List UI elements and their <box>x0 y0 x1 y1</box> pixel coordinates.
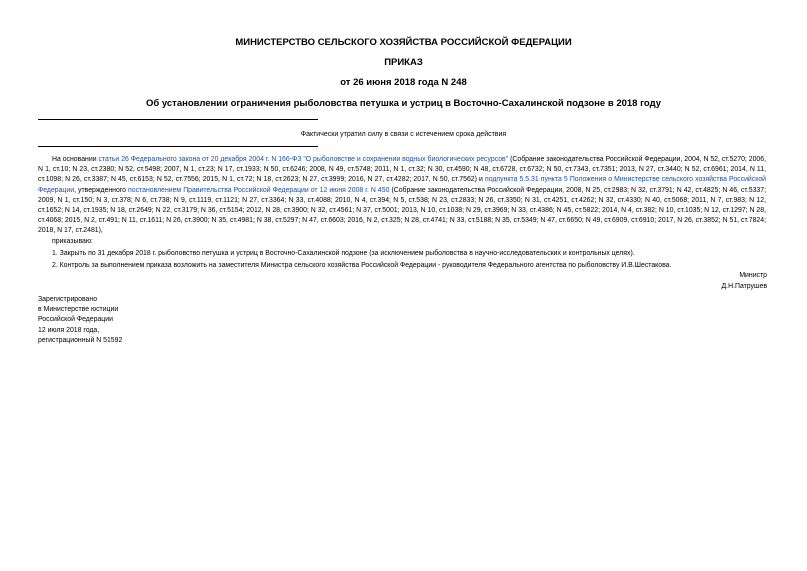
order-item-2: 2. Контроль за выполнением приказа возложить на заместителя Министра сельского хозяйства Российской Федерации - руководителя Федерального агентства по рыболовству И.В.Шестакова. <box>52 262 672 270</box>
registration-line: 12 июля 2018 года, <box>38 326 100 334</box>
registration-block <box>38 295 122 346</box>
registration-line: Российской Федерации <box>38 316 113 324</box>
document-title: Об установлении ограничения рыболовства петушка и устриц в Восточно-Сахалинской подзоне в 2018 году <box>145 98 662 109</box>
divider-bottom <box>38 146 318 147</box>
preamble-citation-2: (Собрание законодательства Российской Федерации, 2008, N 25, ст.2983; N 32, ст.3791; N 42, ст.4825; N 46, ст.5337; 2009, N 1, ст.150; N 3, ст.378; N 6, ст.738; N 9, ст.1119, ст.1121; N 27, ст.3364; N 33, ст.4088; 2010, N 4, ст.394; N 5, ст.538; N 23, ст.2833; N 26, ст.3350; N 31, ст.4251, ст.4262; N 32, ст.4330; N 40, ст.5068; 2011, N 7, ст.983; N 12, ст.1652; N 14, ст.1935; N 18, ст.2649; N 22, ст.3179; N 36, ст.5154; 2012, N 28, ст.3900; N 32, ст.4561; N 37, ст.5001; 2013, N 10, ст.1038; N 29, ст.3969; N 33, ст.4386; N 45, ст.5822; 2014, N 4, ст.382; N 10, ст.1035; N 12, ст.1297; N 28, ст.4068; 2015, N 2, ст.491; N 11, ст.1611; N 26, ст.3900; N 35, ст.4981; N 38, ст.5297; N 47, ст.6603; 2016, N 2, ст.325; N 28, ст.4741; N 33, ст.5188; N 35, ст.5349; N 47, ст.6650; N 49, ст.6909, ст.6910; 2017, N 26, ст.3852; N 51, ст.7824; 2018, N 17, ст.2481), <box>38 186 766 235</box>
preamble-citation-1: (Собрание законодательства Российской Федерации, 2004, N 52, ст.5270; 2006, N 1, ст.10; N 23, ст.2380; N 52, ст.5498; 2007, N 1, ст.23; N 17, ст.1933; N 50, ст.6246; 2008, N 49, ст.5748; 2011, N 1, ст.32; N 30, ст.4590; N 48, ст.6728, ст.6732; N 50, ст.7343, ст.7351; 2013, N 27, ст.3440; N 52, ст.6961; 2014, N 11, ст.1098; N 26, ст.3387; N 45, ст.6153; N 52, ст.7556; 2015, N 1, ст.72; N 18, ст.2623; N 27, ст.3999; 2016, N 27, ст.4282; 2017, N 50, ст.7562) и <box>38 156 766 184</box>
divider-top <box>38 119 318 120</box>
preamble-lead: На основании <box>52 156 99 163</box>
order-word: приказываю: <box>52 237 93 245</box>
registration-line: регистрационный N 51592 <box>38 336 123 344</box>
ministry-heading: МИНИСТЕРСТВО СЕЛЬСКОГО ХОЗЯЙСТВА РОССИЙСКОЙ ФЕДЕРАЦИИ <box>235 37 572 48</box>
registration-line: Зарегистрировано <box>38 296 98 303</box>
preamble-paragraph <box>38 155 766 237</box>
document-type: ПРИКАЗ <box>384 57 423 68</box>
document-body <box>38 155 766 271</box>
preamble-approved-by: , утвержденного <box>74 186 129 194</box>
document-date-number: от 26 июня 2018 года N 248 <box>340 77 467 88</box>
status-note: Фактически утратил силу в связи с истечением срока действия <box>300 131 507 138</box>
link-government-resolution[interactable]: постановлением Правительства Российской Федерации от 12 июня 2008 г. N 450 <box>128 186 390 194</box>
signatory-name: Д.Н.Патрушев <box>721 283 767 290</box>
link-regulation-subparagraph[interactable]: подпункта 5.5.31 пункта 5 Положения о Министерстве сельского хозяйства Российской Федерации <box>38 176 766 194</box>
registration-line: в Министерстве юстиции <box>38 306 119 314</box>
link-federal-law-article-26[interactable]: статьи 26 Федерального закона от 20 декабря 2004 г. N 166-ФЗ "О рыболовстве и сохранении водных биологических ресурсов" <box>98 156 509 163</box>
order-item-1: 1. Закрыть по 31 декабря 2018 г. рыболовство петушка и устриц в Восточно-Сахалинской подзоне (за исключением рыболовства в научно-исследовательских и контрольных целях). <box>52 249 635 257</box>
signatory-position: Министр <box>739 272 767 279</box>
